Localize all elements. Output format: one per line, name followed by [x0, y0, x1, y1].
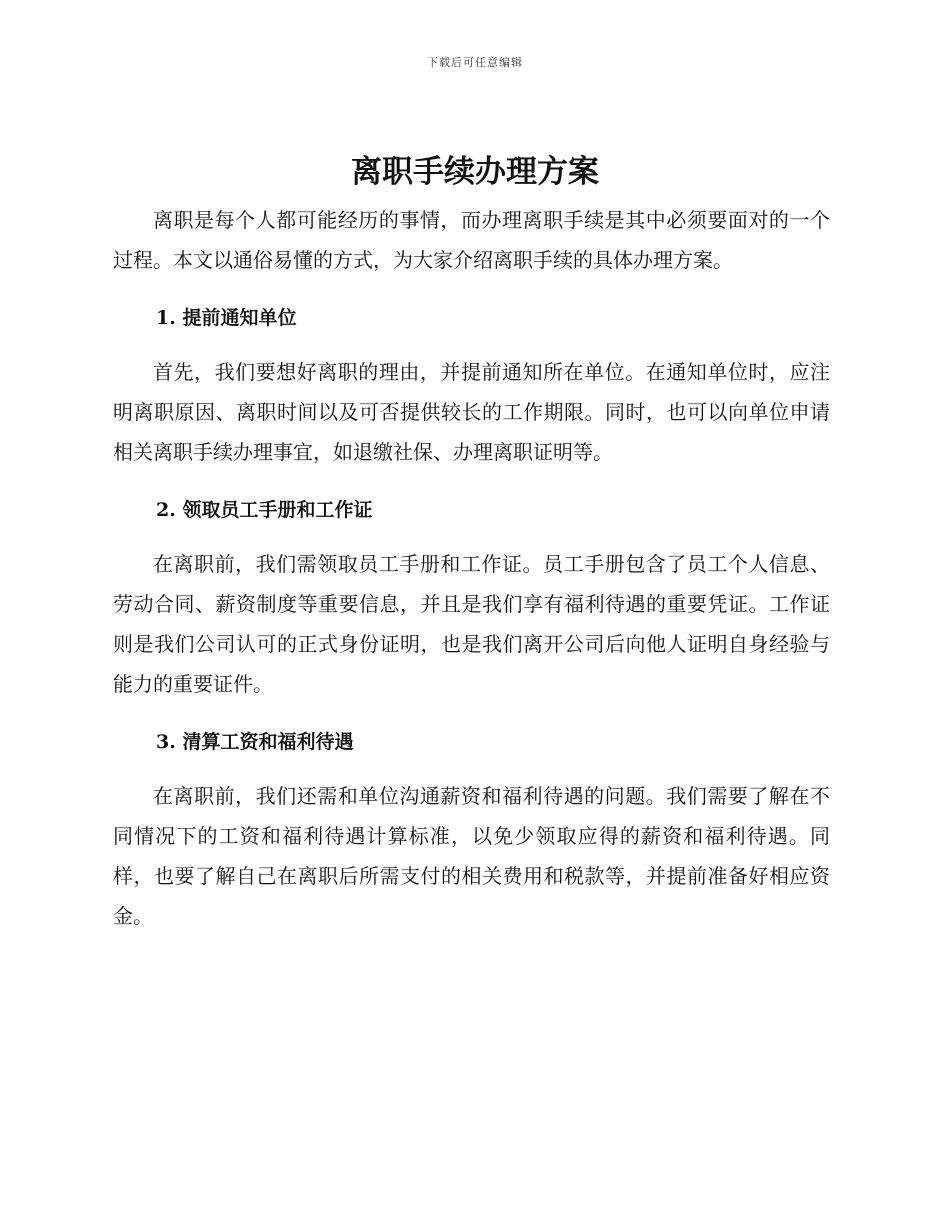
page-title: 离职手续办理方案: [351, 154, 599, 190]
header-note: 下载后可任意编辑: [427, 56, 523, 69]
section-heading-1: 1. 提前通知单位: [156, 307, 297, 329]
section-body-1: 首先，我们要想好离职的理由，并提前通知所在单位。在通知单位时，应注明离职原因、离职时间以及可否提供较长的工作期限。同时，也可以向单位申请相关离职手续办理事宜，如退缴社保、办理离职证明等。: [113, 360, 830, 464]
section-body-2: 在离职前，我们需领取员工手册和工作证。员工手册包含了员工个人信息、劳动合同、薪资制度等重要信息，并且是我们享有福利待遇的重要凭证。工作证则是我们公司认可的正式身份证明，也是我们离开公司后向他人证明自身经验与能力的重要证件。: [113, 552, 830, 696]
section-heading-2: 2. 领取员工手册和工作证: [156, 499, 373, 521]
section-body-3: 在离职前，我们还需和单位沟通薪资和福利待遇的问题。我们需要了解在不同情况下的工资和福利待遇计算标准，以免少领取应得的薪资和福利待遇。同样，也要了解自己在离职后所需支付的相关费用和税款等，并提前准备好相应资金。: [113, 784, 830, 928]
intro-paragraph: 离职是每个人都可能经历的事情，而办理离职手续是其中必须要面对的一个过程。本文以通俗易懂的方式，为大家介绍离职手续的具体办理方案。: [113, 208, 830, 272]
document-body: [113, 200, 830, 936]
section-heading-3: 3. 清算工资和福利待遇: [156, 731, 354, 753]
